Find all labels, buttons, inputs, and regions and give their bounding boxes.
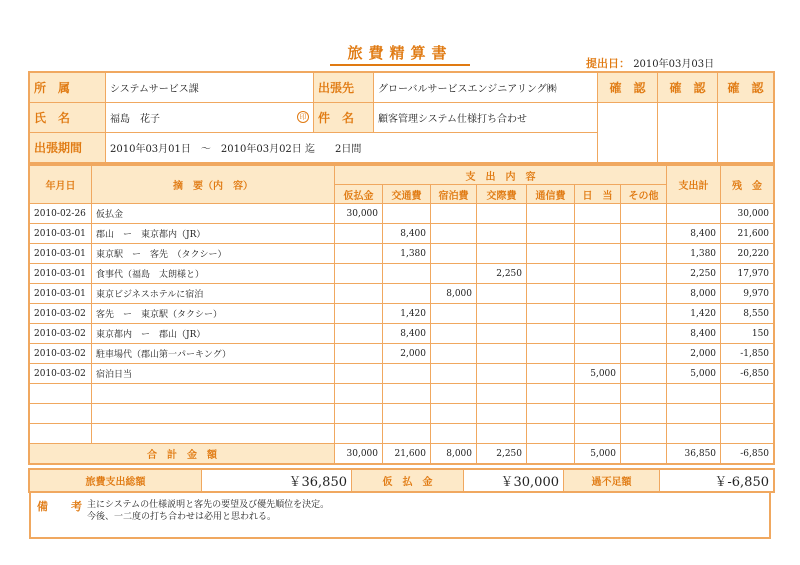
cell-total	[667, 404, 721, 424]
cell-balance: 8,550	[721, 304, 774, 324]
col-total: 支出計	[667, 166, 721, 204]
cell-lodging	[431, 424, 477, 444]
cell-other	[621, 204, 667, 224]
cell-transport: 1,420	[383, 304, 431, 324]
total-social: 2,250	[477, 444, 527, 464]
cell-balance	[721, 424, 774, 444]
submit-date	[586, 55, 714, 71]
diff-value: ￥-6,850	[660, 470, 774, 492]
cell-social	[477, 304, 527, 324]
cell-total: 5,000	[667, 364, 721, 384]
cell-other	[621, 324, 667, 344]
advance-value: ￥30,000	[464, 470, 564, 492]
remarks-text	[87, 499, 329, 523]
cell-transport: 2,000	[383, 344, 431, 364]
remarks-label: 備 考	[37, 500, 88, 513]
table-row	[30, 364, 774, 384]
document-title: 旅費精算書	[330, 42, 470, 66]
cell-advance	[335, 284, 383, 304]
cell-daily	[575, 384, 621, 404]
cell-desc	[92, 404, 335, 424]
cell-desc: 食事代（福島 太朗様と）	[92, 264, 335, 284]
cell-date: 2010-03-02	[30, 324, 92, 344]
totals-label: 合 計 金 額	[30, 444, 335, 464]
table-row	[30, 244, 774, 264]
cell-daily: 5,000	[575, 364, 621, 384]
cell-transport	[383, 404, 431, 424]
cell-lodging	[431, 244, 477, 264]
cell-balance: 17,970	[721, 264, 774, 284]
cell-transport	[383, 384, 431, 404]
info-table	[29, 72, 774, 163]
cell-transport	[383, 424, 431, 444]
cell-comm	[527, 344, 575, 364]
name-value: 福島 花子	[110, 114, 160, 125]
col-balance: 残 金	[721, 166, 774, 204]
remarks-box	[29, 491, 771, 539]
confirm-label-3: 確 認	[718, 73, 774, 103]
cell-lodging: 8,000	[431, 284, 477, 304]
cell-comm	[527, 364, 575, 384]
cell-desc	[92, 384, 335, 404]
cell-date: 2010-03-02	[30, 304, 92, 324]
cell-transport	[383, 264, 431, 284]
cell-desc: 東京駅 ー 客先 （タクシー）	[92, 244, 335, 264]
cell-daily	[575, 324, 621, 344]
col-group-expense: 支 出 内 容	[335, 166, 667, 185]
cell-total: 1,380	[667, 244, 721, 264]
cell-comm	[527, 404, 575, 424]
cell-desc: 駐車場代（郡山第一パーキング）	[92, 344, 335, 364]
cell-total: 8,400	[667, 324, 721, 344]
subject-value: 顧客管理システム仕様打ち合わせ	[374, 103, 598, 133]
cell-advance	[335, 244, 383, 264]
cell-balance: 30,000	[721, 204, 774, 224]
cell-daily	[575, 204, 621, 224]
cell-lodging	[431, 404, 477, 424]
col-date: 年月日	[30, 166, 92, 204]
cell-advance	[335, 304, 383, 324]
cell-social	[477, 344, 527, 364]
cell-transport	[383, 284, 431, 304]
cell-lodging	[431, 344, 477, 364]
cell-daily	[575, 224, 621, 244]
submit-date-value: 2010年03月03日	[633, 59, 715, 70]
expense-ledger	[29, 165, 774, 464]
table-row	[30, 324, 774, 344]
cell-total: 8,400	[667, 224, 721, 244]
cell-date: 2010-03-01	[30, 264, 92, 284]
total-total: 36,850	[667, 444, 721, 464]
cell-social	[477, 404, 527, 424]
cell-lodging	[431, 204, 477, 224]
cell-transport	[383, 204, 431, 224]
cell-other	[621, 304, 667, 324]
table-row	[30, 424, 774, 444]
confirm-label-2: 確 認	[658, 73, 718, 103]
col-social: 交際費	[477, 185, 527, 204]
total-advance: 30,000	[335, 444, 383, 464]
cell-date: 2010-03-01	[30, 244, 92, 264]
cell-daily	[575, 264, 621, 284]
cell-desc: 東京ビジネスホテルに宿泊	[92, 284, 335, 304]
total-comm	[527, 444, 575, 464]
advance-label: 仮 払 金	[352, 470, 464, 492]
cell-social	[477, 424, 527, 444]
confirm-stamp-3[interactable]	[718, 103, 774, 163]
dept-label: 所 属	[30, 73, 106, 103]
summary-table	[29, 469, 774, 492]
cell-advance	[335, 364, 383, 384]
cell-social	[477, 324, 527, 344]
cell-other	[621, 384, 667, 404]
period-value: 2010年03月01日 ～ 2010年03月02日 迄 2日間	[106, 133, 598, 163]
cell-comm	[527, 284, 575, 304]
cell-social	[477, 364, 527, 384]
cell-total: 8,000	[667, 284, 721, 304]
cell-other	[621, 264, 667, 284]
cell-transport	[383, 364, 431, 384]
cell-date	[30, 404, 92, 424]
cell-date	[30, 424, 92, 444]
table-row	[30, 344, 774, 364]
cell-advance	[335, 344, 383, 364]
cell-balance: -1,850	[721, 344, 774, 364]
cell-desc: 仮払金	[92, 204, 335, 224]
cell-date: 2010-03-02	[30, 364, 92, 384]
table-row	[30, 304, 774, 324]
diff-label: 過不足額	[564, 470, 660, 492]
cell-transport: 8,400	[383, 324, 431, 344]
cell-lodging	[431, 264, 477, 284]
col-desc: 摘 要（内 容）	[92, 166, 335, 204]
submit-date-label: 提出日：	[586, 57, 630, 70]
cell-other	[621, 364, 667, 384]
cell-social	[477, 204, 527, 224]
cell-balance: 20,220	[721, 244, 774, 264]
cell-social: 2,250	[477, 264, 527, 284]
cell-other	[621, 224, 667, 244]
cell-comm	[527, 264, 575, 284]
cell-other	[621, 244, 667, 264]
cell-comm	[527, 324, 575, 344]
cell-date	[30, 384, 92, 404]
seal-icon: 印	[297, 111, 309, 123]
cell-daily	[575, 344, 621, 364]
col-lodging: 宿泊費	[431, 185, 477, 204]
col-other: その他	[621, 185, 667, 204]
period-label: 出張期間	[30, 133, 106, 163]
cell-balance	[721, 404, 774, 424]
total-lodging: 8,000	[431, 444, 477, 464]
cell-advance	[335, 424, 383, 444]
cell-advance	[335, 324, 383, 344]
cell-comm	[527, 304, 575, 324]
cell-comm	[527, 424, 575, 444]
table-row	[30, 224, 774, 244]
cell-lodging	[431, 384, 477, 404]
total-balance: -6,850	[721, 444, 774, 464]
confirm-label-1: 確 認	[598, 73, 658, 103]
cell-total: 2,250	[667, 264, 721, 284]
ledger-body	[30, 204, 774, 444]
col-daily: 日 当	[575, 185, 621, 204]
cell-balance	[721, 384, 774, 404]
cell-total: 1,420	[667, 304, 721, 324]
cell-date: 2010-03-02	[30, 344, 92, 364]
cell-social	[477, 224, 527, 244]
spend-total-label: 旅費支出総額	[30, 470, 202, 492]
dest-label: 出張先	[314, 73, 374, 103]
col-comm: 通信費	[527, 185, 575, 204]
cell-balance: -6,850	[721, 364, 774, 384]
cell-other	[621, 344, 667, 364]
cell-date: 2010-02-26	[30, 204, 92, 224]
cell-other	[621, 404, 667, 424]
cell-lodging	[431, 364, 477, 384]
cell-desc: 客先 ー 東京駅（タクシー）	[92, 304, 335, 324]
cell-social	[477, 284, 527, 304]
cell-total	[667, 204, 721, 224]
cell-balance: 150	[721, 324, 774, 344]
cell-total: 2,000	[667, 344, 721, 364]
table-row	[30, 284, 774, 304]
cell-advance: 30,000	[335, 204, 383, 224]
cell-social	[477, 244, 527, 264]
cell-daily	[575, 284, 621, 304]
cell-desc	[92, 424, 335, 444]
table-row	[30, 384, 774, 404]
cell-desc: 宿泊日当	[92, 364, 335, 384]
cell-comm	[527, 244, 575, 264]
table-row	[30, 204, 774, 224]
cell-daily	[575, 404, 621, 424]
col-transport: 交通費	[383, 185, 431, 204]
cell-daily	[575, 244, 621, 264]
cell-lodging	[431, 324, 477, 344]
table-row	[30, 264, 774, 284]
cell-balance: 9,970	[721, 284, 774, 304]
cell-total	[667, 424, 721, 444]
cell-other	[621, 424, 667, 444]
cell-advance	[335, 404, 383, 424]
cell-desc: 東京都内 ー 郡山（JR）	[92, 324, 335, 344]
total-daily: 5,000	[575, 444, 621, 464]
dest-value: グローバルサービスエンジニアリング㈱	[374, 73, 598, 103]
remarks-line-2: 今後、一二度の打ち合わせは必用と思われる。	[87, 512, 277, 522]
spend-total-value: ￥36,850	[202, 470, 352, 492]
cell-date: 2010-03-01	[30, 224, 92, 244]
name-cell	[106, 103, 314, 133]
dept-value: システムサービス課	[106, 73, 314, 103]
remarks-line-1: 主にシステムの仕様説明と客先の要望及び優先順位を決定。	[87, 500, 330, 510]
col-advance: 仮払金	[335, 185, 383, 204]
cell-comm	[527, 384, 575, 404]
cell-lodging	[431, 224, 477, 244]
cell-transport: 1,380	[383, 244, 431, 264]
total-other	[621, 444, 667, 464]
cell-social	[477, 384, 527, 404]
cell-other	[621, 284, 667, 304]
name-label: 氏 名	[30, 103, 106, 133]
cell-transport: 8,400	[383, 224, 431, 244]
cell-desc: 郡山 ー 東京都内（JR）	[92, 224, 335, 244]
cell-advance	[335, 264, 383, 284]
cell-total	[667, 384, 721, 404]
confirm-stamp-1[interactable]	[598, 103, 658, 163]
cell-date: 2010-03-01	[30, 284, 92, 304]
cell-daily	[575, 304, 621, 324]
cell-advance	[335, 224, 383, 244]
cell-lodging	[431, 304, 477, 324]
confirm-stamp-2[interactable]	[658, 103, 718, 163]
cell-daily	[575, 424, 621, 444]
total-transport: 21,600	[383, 444, 431, 464]
cell-comm	[527, 204, 575, 224]
cell-advance	[335, 384, 383, 404]
table-row	[30, 404, 774, 424]
cell-balance: 21,600	[721, 224, 774, 244]
cell-comm	[527, 224, 575, 244]
subject-label: 件 名	[314, 103, 374, 133]
